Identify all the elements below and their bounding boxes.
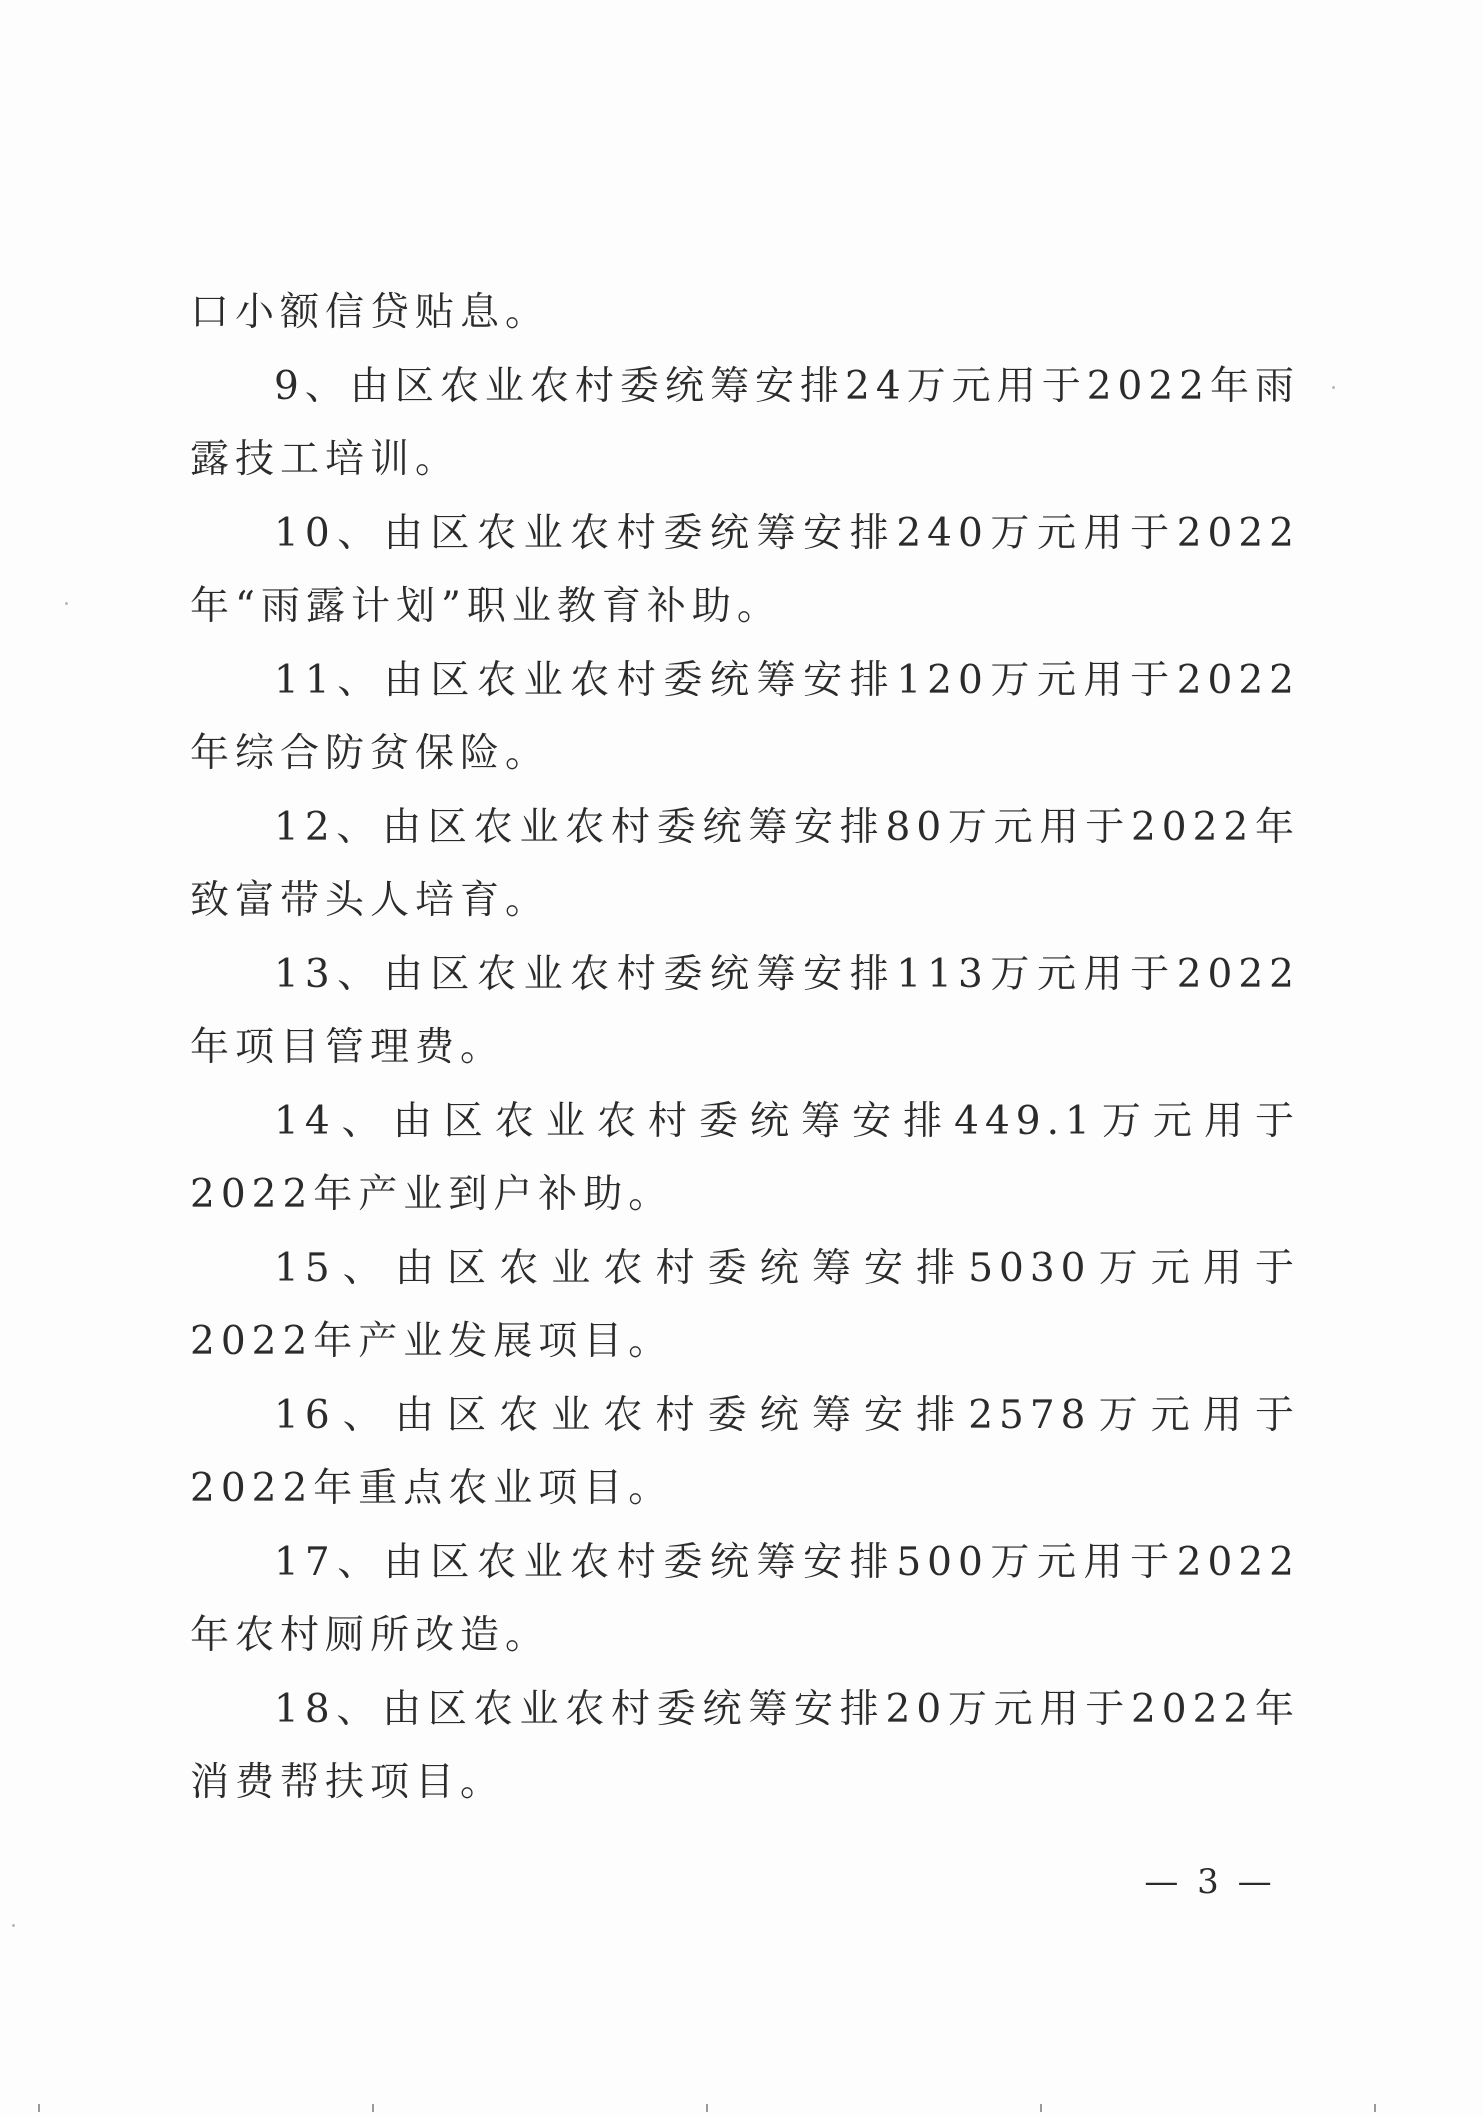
paragraph-item-15: 15、由区农业农村委统筹安排5030万元用于2022年产业发展项目。 [190,1245,1300,1364]
scan-speck [1332,386,1335,389]
paragraph-continuation: 口小额信贷贴息。 [190,290,551,335]
scan-edge-mark [38,2104,40,2112]
document-body [190,276,1300,1820]
paragraph-item-16: 16、由区农业农村委统筹安排2578万元用于2022年重点农业项目。 [190,1392,1300,1511]
scan-edge-mark [372,2104,374,2112]
paragraph-item-12: 12、由区农业农村委统筹安排80万元用于2022年致富带头人培育。 [190,804,1300,923]
scan-speck [12,1924,15,1927]
scan-edge-mark [706,2104,708,2112]
paragraph-item-18: 18、由区农业农村委统筹安排20万元用于2022年消费帮扶项目。 [190,1686,1300,1805]
paragraph-item-10: 10、由区农业农村委统筹安排240万元用于2022年“雨露计划”职业教育补助。 [190,510,1300,629]
paragraph-item-13: 13、由区农业农村委统筹安排113万元用于2022年项目管理费。 [190,951,1300,1070]
paragraph-item-11: 11、由区农业农村委统筹安排120万元用于2022年综合防贫保险。 [190,657,1300,776]
scan-edge-mark [1040,2104,1042,2112]
paragraph-item-9: 9、由区农业农村委统筹安排24万元用于2022年雨露技工培训。 [190,363,1300,482]
paragraph-item-14: 14、由区农业农村委统筹安排449.1万元用于2022年产业到户补助。 [190,1098,1300,1217]
scan-edge-mark [1374,2104,1376,2112]
paragraph-item-17: 17、由区农业农村委统筹安排500万元用于2022年农村厕所改造。 [190,1539,1300,1658]
scan-speck [65,602,68,605]
page-number: — 3 — [1144,1862,1276,1902]
